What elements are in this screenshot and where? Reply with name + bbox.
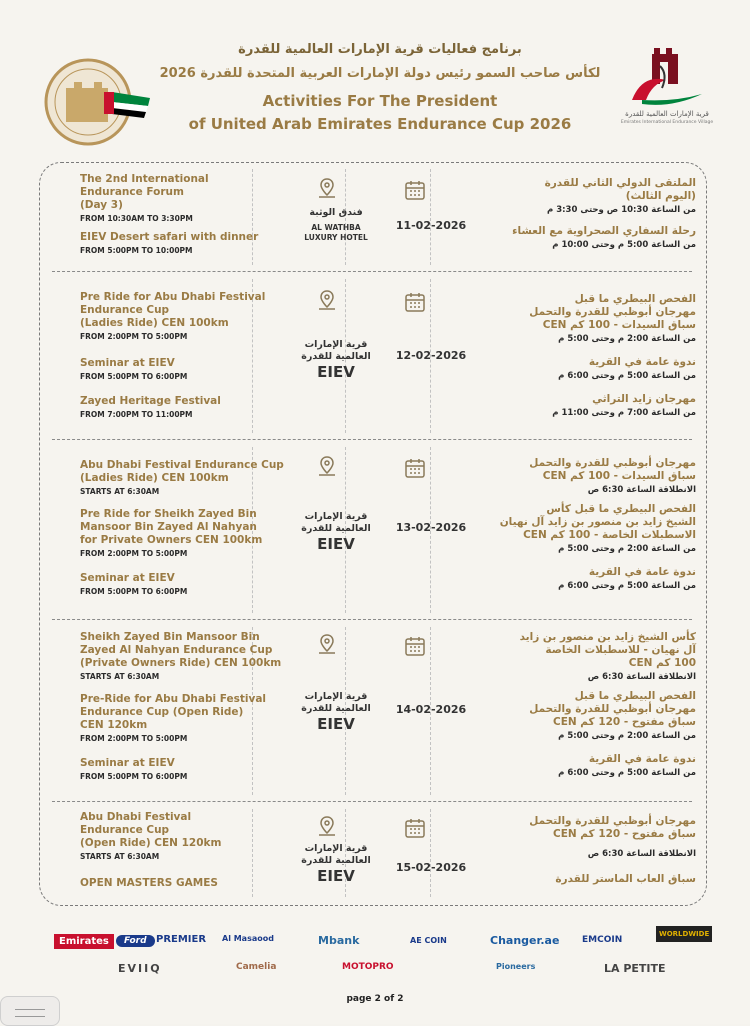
- row-divider: [52, 801, 692, 802]
- event-title: The 2nd International Endurance Forum (Day 3): [80, 173, 209, 211]
- event-title-ar: ندوة عامة في القرية: [588, 753, 696, 765]
- location-ar: قرية الإمارات العالمية للقدرة: [301, 511, 371, 534]
- event-title: Zayed Heritage Festival: [80, 395, 221, 407]
- location-pin-icon: [316, 289, 338, 311]
- event-time: FROM 2:00PM TO 5:00PM: [80, 734, 188, 743]
- location-pin-icon: [316, 815, 338, 837]
- event-title-ar: كأس الشيخ زايد بن منصور بن زايد آل نهيان - للاسطبلات الخاصة 100 كم CEN: [519, 631, 696, 669]
- calendar-icon: [404, 817, 426, 839]
- location-en: EIEV: [317, 535, 355, 553]
- event-title-ar: مهرجان زايد التراثي: [592, 393, 696, 405]
- schedule-row-1: [40, 163, 706, 271]
- event-title: Pre Ride for Sheikh Zayed Bin Mansoor Bin Zayed Al Nahyan for Private Owners CEN 100km: [80, 508, 263, 546]
- eiev-logo-caption-en: Emirates International Endurance Village: [620, 120, 714, 125]
- row-divider: [52, 271, 692, 272]
- sponsor-logo: AE COIN: [410, 936, 447, 945]
- event-title-ar: الفحص البيطري ما قبل مهرجان أبوظبي للقدرة والتحمل سباق مفتوح - 120 كم CEN: [529, 690, 696, 728]
- sponsor-logo: Emirates: [54, 934, 114, 949]
- title-en-1: Activities For The President: [262, 92, 498, 110]
- event-title: Seminar at EIEV: [80, 757, 175, 769]
- sponsor-logo: Camelia: [236, 962, 277, 972]
- sponsor-logo: Changer.ae: [490, 934, 560, 947]
- event-time-ar: من الساعة 2:00 م وحتى 5:00 م: [558, 334, 696, 344]
- event-title-ar: الفحص البيطري ما قبل كأس الشيخ زايد بن منصور بن زايد آل نهيان الاسطبلات الخاصة - 100 كم CEN: [499, 503, 696, 541]
- event-title: Seminar at EIEV: [80, 357, 175, 369]
- event-time: FROM 5:00PM TO 10:00PM: [80, 246, 193, 255]
- location-ar: قرية الإمارات العالمية للقدرة: [301, 339, 371, 362]
- event-title: Seminar at EIEV: [80, 572, 175, 584]
- event-time-ar: الانطلاقة الساعة 6:30 ص: [587, 849, 696, 859]
- event-time-ar: من الساعة 10:30 ص وحتى 3:30 م: [547, 205, 696, 215]
- eiev-logo: [612, 44, 722, 134]
- calendar-icon: [404, 179, 426, 201]
- event-time-ar: من الساعة 5:00 م وحتى 10:00 م: [552, 240, 696, 250]
- event-title: Pre Ride for Abu Dhabi Festival Endurance Cup (Ladies Ride) CEN 100km: [80, 291, 266, 329]
- title-ar-1: برنامج فعاليات قرية الإمارات العالمية للقدرة: [238, 42, 522, 57]
- location-en: AL WATHBA LUXURY HOTEL: [304, 223, 368, 242]
- sponsor-logo: PREMIER: [156, 934, 207, 945]
- event-time: FROM 2:00PM TO 5:00PM: [80, 332, 188, 341]
- event-title-ar: ندوة عامة في القرية: [588, 566, 696, 578]
- sponsor-logo: EMCOIN: [582, 935, 623, 945]
- event-date: 15-02-2026: [395, 861, 467, 874]
- sponsor-logo: LA PETITE: [604, 962, 666, 975]
- event-time: FROM 7:00PM TO 11:00PM: [80, 410, 193, 419]
- schedule-table: [39, 162, 707, 906]
- location-en: EIEV: [317, 867, 355, 885]
- calendar-icon: [404, 291, 426, 313]
- event-date: 12-02-2026: [395, 349, 467, 362]
- event-title-ar: ندوة عامة في القرية: [588, 356, 696, 368]
- event-time-ar: الانطلاقة الساعة 6:30 ص: [587, 672, 696, 682]
- event-time: FROM 10:30AM TO 3:30PM: [80, 214, 193, 223]
- event-date: 13-02-2026: [395, 521, 467, 534]
- event-title-ar: الفحص البيطري ما قبل مهرجان أبوظبي للقدرة والتحمل سباق السيدات - 100 كم CEN: [529, 293, 696, 331]
- location-pin-icon: [316, 455, 338, 477]
- event-time: STARTS AT 6:30AM: [80, 672, 160, 681]
- event-date: 14-02-2026: [395, 703, 467, 716]
- event-time: FROM 2:00PM TO 5:00PM: [80, 549, 188, 558]
- event-time-ar: من الساعة 2:00 م وحتى 5:00 م: [558, 731, 696, 741]
- sponsor-logo: Al Masaood: [222, 934, 274, 943]
- event-time: FROM 5:00PM TO 6:00PM: [80, 772, 188, 781]
- sponsor-logo: MOTOPRO: [342, 962, 394, 972]
- location-ar: قرية الإمارات العالمية للقدرة: [301, 691, 371, 714]
- schedule-row-5: [40, 803, 706, 903]
- sponsor-logo: Mbank: [318, 934, 360, 947]
- title-ar-2: لكأس صاحب السمو رئيس دولة الإمارات العربية المتحدة للقدرة 2026: [159, 66, 601, 81]
- event-date: 11-02-2026: [395, 219, 467, 232]
- sponsor-logo: EVIIQ: [118, 962, 162, 975]
- row-divider: [52, 619, 692, 620]
- sponsor-logo: Ford: [116, 935, 155, 947]
- event-time-ar: من الساعة 5:00 م وحتى 6:00 م: [558, 768, 696, 778]
- event-time: FROM 5:00PM TO 6:00PM: [80, 587, 188, 596]
- event-time: STARTS AT 6:30AM: [80, 487, 160, 496]
- location-ar: فندق الوثبة: [309, 207, 363, 218]
- sponsor-logo: WORLDWIDE: [656, 926, 712, 942]
- title-en-2: of United Arab Emirates Endurance Cup 2026: [188, 115, 572, 133]
- schedule-row-4: [40, 621, 706, 801]
- location-en: EIEV: [317, 715, 355, 733]
- calendar-icon: [404, 457, 426, 479]
- event-title: OPEN MASTERS GAMES: [80, 877, 218, 889]
- event-title-ar: مهرجان أبوظبي للقدرة والتحمل سباق السيدات - 100 كم CEN: [529, 457, 696, 482]
- event-title: Abu Dhabi Festival Endurance Cup (Open Ride) CEN 120km: [80, 811, 222, 849]
- corner-menu-icon[interactable]: [0, 996, 60, 1026]
- event-time-ar: من الساعة 2:00 م وحتى 5:00 م: [558, 544, 696, 554]
- event-title-ar: مهرجان أبوظبي للقدرة والتحمل سباق مفتوح - 120 كم CEN: [529, 815, 696, 840]
- event-title-ar: رحلة السفاري الصحراوية مع العشاء: [512, 225, 696, 237]
- event-title: Pre-Ride for Abu Dhabi Festival Endurance Cup (Open Ride) CEN 120km: [80, 693, 267, 731]
- schedule-row-2: [40, 273, 706, 439]
- event-title: Sheikh Zayed Bin Mansoor Bin Zayed Al Nahyan Endurance Cup (Private Owners Ride) CEN 100km: [80, 631, 282, 669]
- event-time-ar: من الساعة 7:00 م وحتى 11:00 م: [552, 408, 696, 418]
- event-title-ar: الملتقى الدولي الثاني للقدرة (اليوم الثالث): [544, 177, 696, 202]
- event-title: EIEV Desert safari with dinner: [80, 231, 259, 243]
- sponsor-logo: Pioneers: [496, 962, 536, 971]
- page-number: page 2 of 2: [346, 994, 404, 1004]
- event-time-ar: الانطلاقة الساعة 6:30 ص: [587, 485, 696, 495]
- schedule-row-3: [40, 441, 706, 619]
- event-title-ar: سباق العاب الماستر للقدرة: [555, 873, 696, 885]
- uae-cup-logo: [42, 52, 154, 154]
- calendar-icon: [404, 635, 426, 657]
- event-time-ar: من الساعة 5:00 م وحتى 6:00 م: [558, 371, 696, 381]
- event-title: Abu Dhabi Festival Endurance Cup (Ladies Ride) CEN 100km: [80, 459, 284, 484]
- event-time-ar: من الساعة 5:00 م وحتى 6:00 م: [558, 581, 696, 591]
- location-pin-icon: [316, 177, 338, 199]
- event-time: STARTS AT 6:30AM: [80, 852, 160, 861]
- sponsor-logos: [0, 920, 750, 990]
- location-en: EIEV: [317, 363, 355, 381]
- location-ar: قرية الإمارات العالمية للقدرة: [301, 843, 371, 866]
- event-time: FROM 5:00PM TO 6:00PM: [80, 372, 188, 381]
- location-pin-icon: [316, 633, 338, 655]
- row-divider: [52, 439, 692, 440]
- header: [0, 0, 750, 155]
- eiev-logo-caption-ar: قرية الإمارات العالمية للقدرة: [625, 110, 709, 118]
